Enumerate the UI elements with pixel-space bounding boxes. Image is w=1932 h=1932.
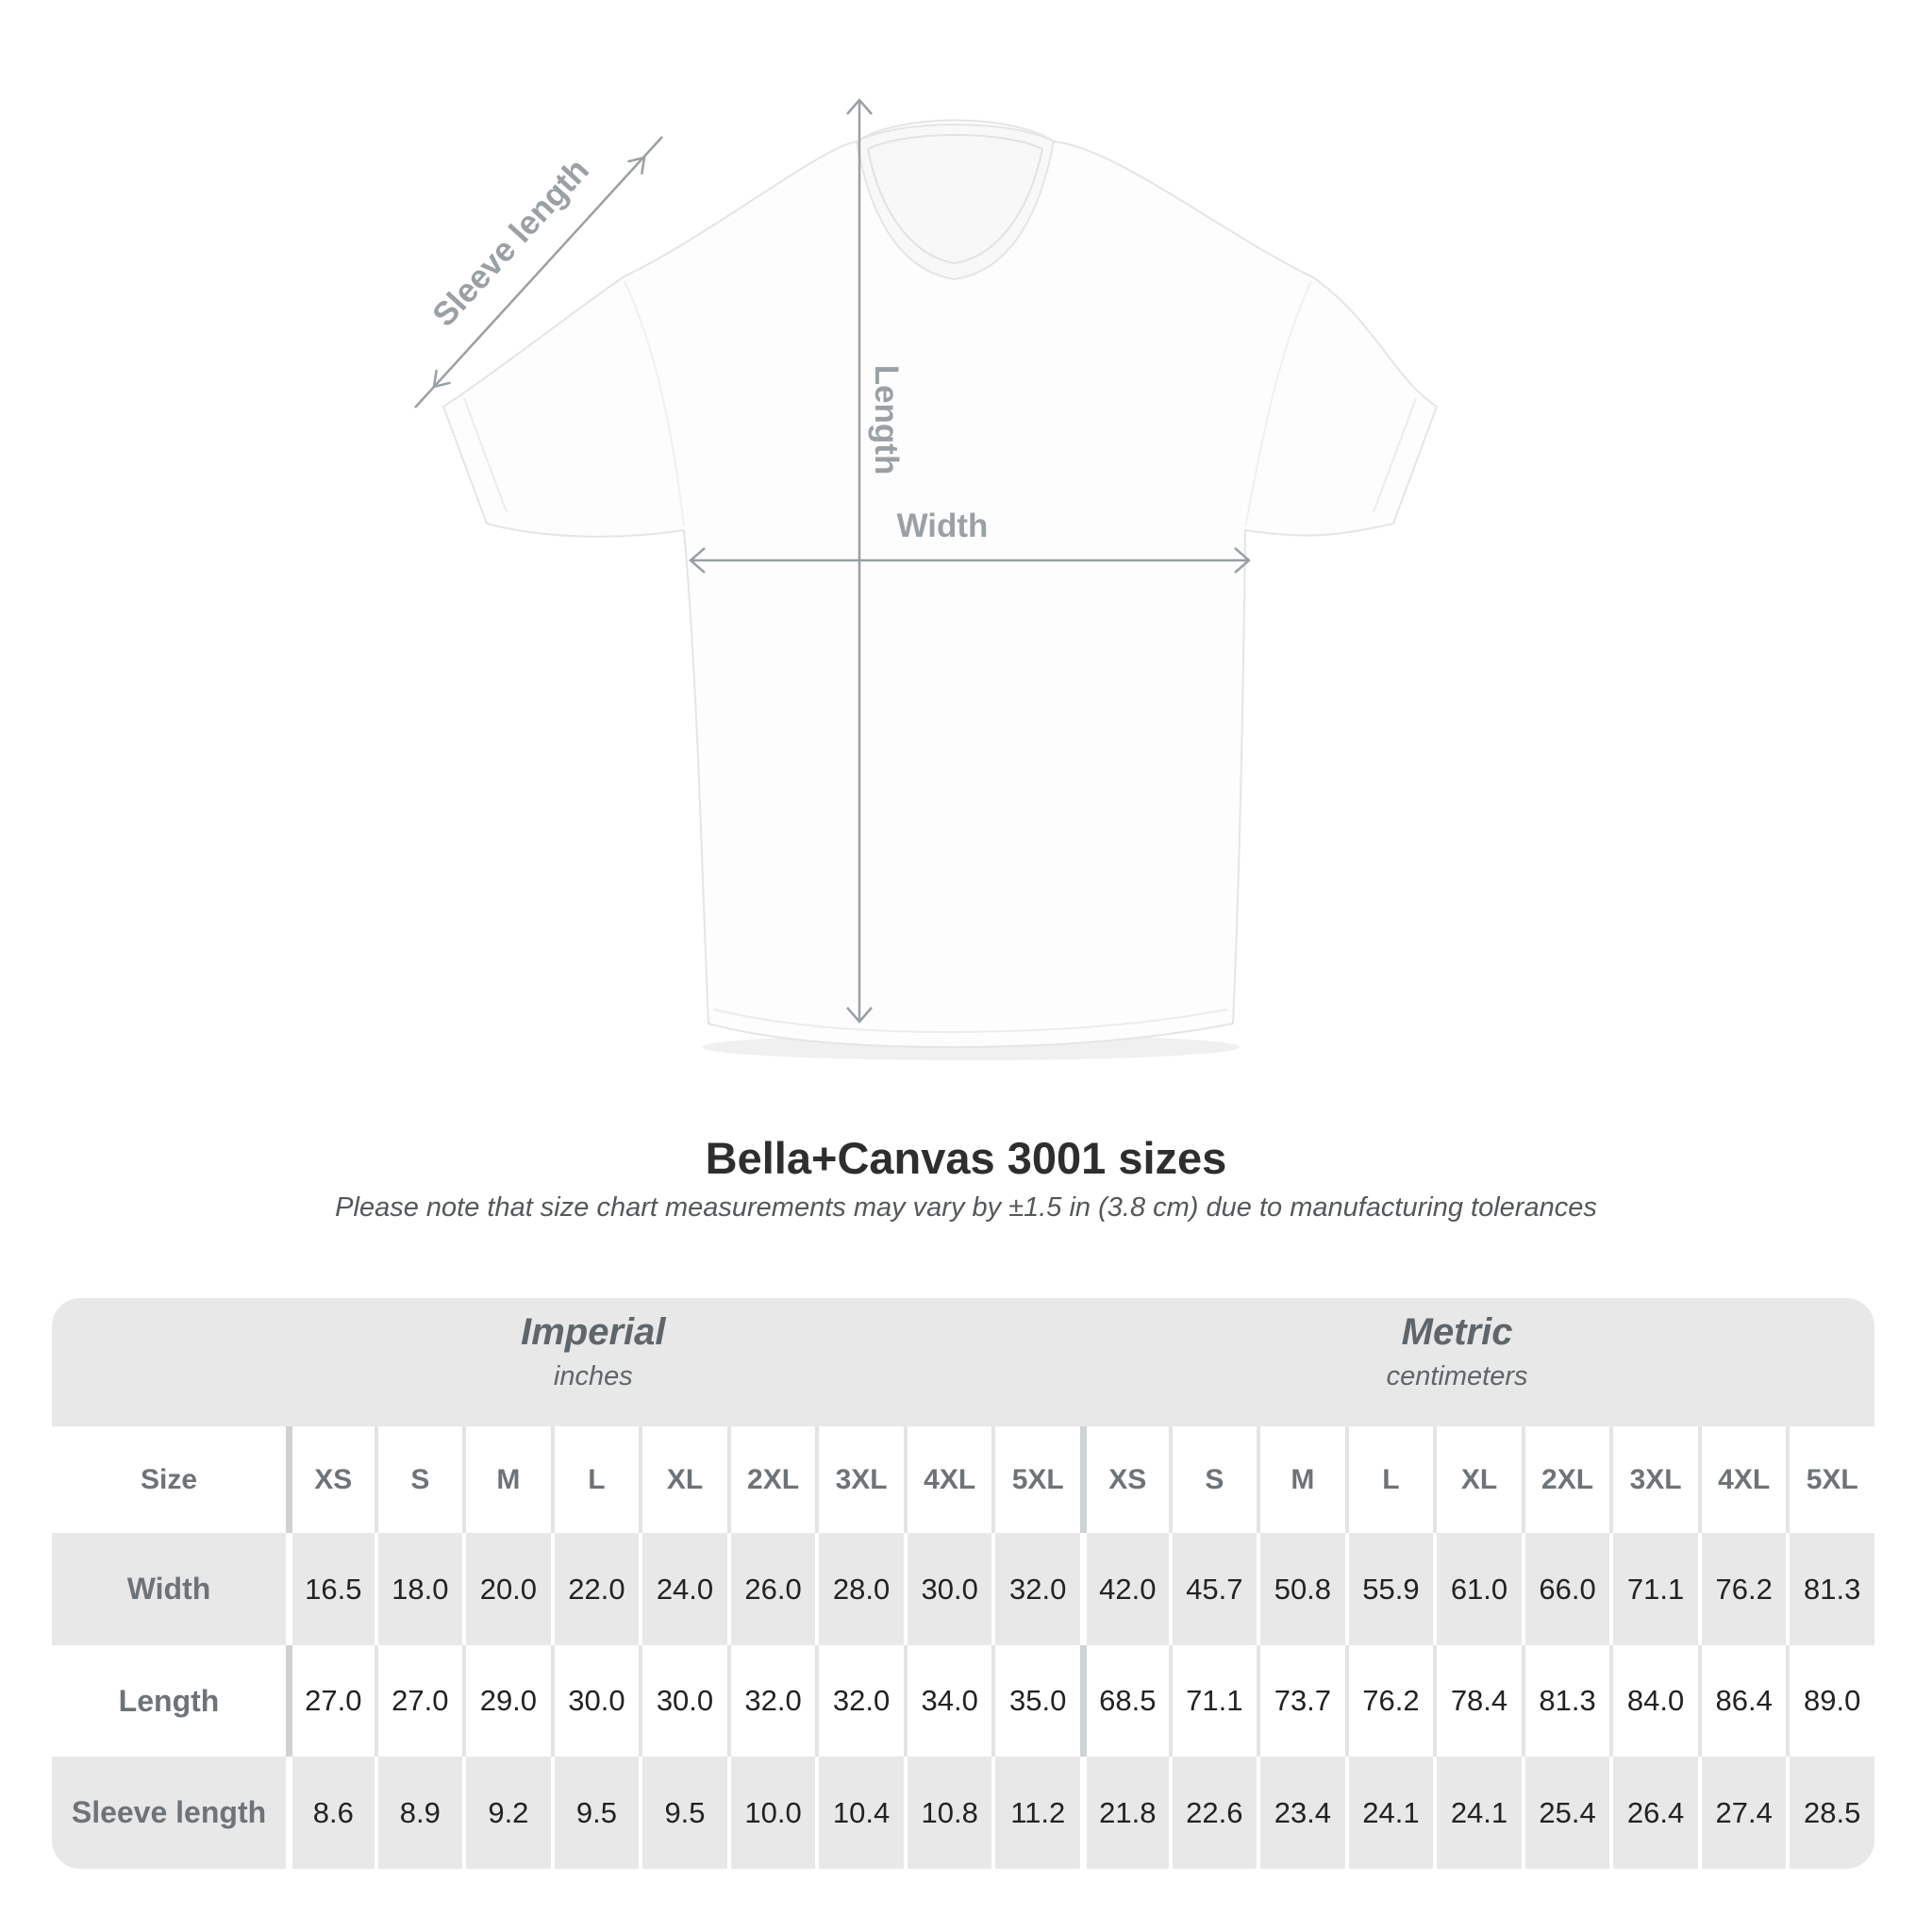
imperial-group-title: Imperial xyxy=(521,1311,666,1353)
unit-group-band xyxy=(52,1298,1874,1426)
value-cell-imperial: 22.0 xyxy=(551,1533,640,1645)
value-cell-imperial: 8.6 xyxy=(286,1757,375,1869)
size-header-imperial-3xl: 3XL xyxy=(815,1426,904,1533)
unit-group-metric xyxy=(1387,1311,1528,1392)
value-cell-metric: 89.0 xyxy=(1786,1645,1874,1757)
size-header-imperial-xs: XS xyxy=(286,1426,375,1533)
value-cell-imperial: 34.0 xyxy=(904,1645,992,1757)
value-cell-metric: 61.0 xyxy=(1433,1533,1522,1645)
value-cell-metric: 86.4 xyxy=(1698,1645,1787,1757)
table-row-width xyxy=(52,1533,1874,1645)
value-cell-imperial: 29.0 xyxy=(462,1645,551,1757)
sleeve-length-label: Sleeve length xyxy=(425,151,596,334)
value-cell-imperial: 27.0 xyxy=(286,1645,375,1757)
tshirt-graphic xyxy=(377,75,1557,1132)
value-cell-imperial: 10.4 xyxy=(815,1757,904,1869)
value-cell-imperial: 20.0 xyxy=(462,1533,551,1645)
value-cell-imperial: 9.2 xyxy=(462,1757,551,1869)
value-cell-imperial: 35.0 xyxy=(991,1645,1080,1757)
value-cell-imperial: 30.0 xyxy=(904,1533,992,1645)
row-label: Sleeve length xyxy=(71,1795,267,1829)
size-header-imperial-m: M xyxy=(462,1426,551,1533)
value-cell-imperial: 26.0 xyxy=(727,1533,816,1645)
value-cell-imperial: 9.5 xyxy=(551,1757,640,1869)
size-header-imperial-l: L xyxy=(551,1426,640,1533)
size-header-metric-5xl: 5XL xyxy=(1786,1426,1874,1533)
imperial-group-unit: inches xyxy=(553,1361,633,1391)
value-cell-metric: 76.2 xyxy=(1345,1645,1434,1757)
value-cell-metric: 68.5 xyxy=(1080,1645,1169,1757)
value-cell-metric: 24.1 xyxy=(1345,1757,1434,1869)
row-label: Width xyxy=(126,1572,211,1606)
value-cell-metric: 26.4 xyxy=(1609,1757,1698,1869)
value-cell-imperial: 30.0 xyxy=(639,1645,727,1757)
value-cell-imperial: 27.0 xyxy=(375,1645,463,1757)
size-table-rows xyxy=(52,1426,1874,1869)
value-cell-metric: 22.6 xyxy=(1169,1757,1257,1869)
value-cell-metric: 55.9 xyxy=(1345,1533,1434,1645)
page-title: Bella+Canvas 3001 sizes xyxy=(705,1133,1227,1183)
value-cell-imperial: 8.9 xyxy=(375,1757,463,1869)
size-column-header: Size xyxy=(140,1463,198,1495)
width-label: Width xyxy=(896,508,989,544)
value-cell-imperial: 24.0 xyxy=(639,1533,727,1645)
value-cell-imperial: 28.0 xyxy=(815,1533,904,1645)
value-cell-metric: 25.4 xyxy=(1522,1757,1610,1869)
size-table xyxy=(52,1298,1874,1869)
page-subtitle: Please note that size chart measurements may vary by ±1.5 in (3.8 cm) due to manufacturing tolerances xyxy=(335,1192,1597,1223)
size-header-imperial-4xl: 4XL xyxy=(904,1426,992,1533)
value-cell-metric: 81.3 xyxy=(1522,1645,1610,1757)
value-cell-imperial: 9.5 xyxy=(639,1757,727,1869)
value-cell-metric: 84.0 xyxy=(1609,1645,1698,1757)
value-cell-imperial: 32.0 xyxy=(991,1533,1080,1645)
value-cell-metric: 21.8 xyxy=(1080,1757,1169,1869)
value-cell-imperial: 18.0 xyxy=(375,1533,463,1645)
value-cell-imperial: 16.5 xyxy=(286,1533,375,1645)
value-cell-metric: 71.1 xyxy=(1609,1533,1698,1645)
tshirt-measurement-diagram xyxy=(377,75,1557,1132)
value-cell-metric: 50.8 xyxy=(1257,1533,1345,1645)
value-cell-metric: 76.2 xyxy=(1698,1533,1787,1645)
value-cell-imperial: 32.0 xyxy=(727,1645,816,1757)
unit-group-imperial xyxy=(521,1311,665,1392)
value-cell-metric: 66.0 xyxy=(1522,1533,1610,1645)
value-cell-metric: 81.3 xyxy=(1786,1533,1874,1645)
size-header-imperial-s: S xyxy=(375,1426,463,1533)
table-header-row xyxy=(52,1426,1874,1533)
value-cell-metric: 28.5 xyxy=(1786,1757,1874,1869)
size-header-metric-4xl: 4XL xyxy=(1698,1426,1787,1533)
value-cell-metric: 71.1 xyxy=(1169,1645,1257,1757)
row-label: Length xyxy=(118,1683,220,1718)
table-row-length xyxy=(52,1645,1874,1757)
value-cell-imperial: 11.2 xyxy=(991,1757,1080,1869)
value-cell-metric: 73.7 xyxy=(1257,1645,1345,1757)
value-cell-imperial: 32.0 xyxy=(815,1645,904,1757)
value-cell-metric: 24.1 xyxy=(1433,1757,1522,1869)
value-cell-metric: 78.4 xyxy=(1433,1645,1522,1757)
value-cell-metric: 42.0 xyxy=(1080,1533,1169,1645)
value-cell-imperial: 10.8 xyxy=(904,1757,992,1869)
size-header-imperial-2xl: 2XL xyxy=(727,1426,816,1533)
size-header-metric-xs: XS xyxy=(1080,1426,1169,1533)
size-header-imperial-xl: XL xyxy=(639,1426,727,1533)
table-row-sleeve-length xyxy=(52,1757,1874,1869)
length-label: Length xyxy=(868,364,905,475)
metric-group-title: Metric xyxy=(1401,1311,1513,1353)
size-header-metric-s: S xyxy=(1169,1426,1257,1533)
value-cell-imperial: 30.0 xyxy=(551,1645,640,1757)
value-cell-imperial: 10.0 xyxy=(727,1757,816,1869)
metric-group-unit: centimeters xyxy=(1386,1361,1528,1391)
size-header-metric-3xl: 3XL xyxy=(1609,1426,1698,1533)
size-header-metric-xl: XL xyxy=(1433,1426,1522,1533)
value-cell-metric: 23.4 xyxy=(1257,1757,1345,1869)
size-header-metric-m: M xyxy=(1257,1426,1345,1533)
value-cell-metric: 45.7 xyxy=(1169,1533,1257,1645)
size-header-metric-2xl: 2XL xyxy=(1522,1426,1610,1533)
size-header-metric-l: L xyxy=(1345,1426,1434,1533)
size-header-imperial-5xl: 5XL xyxy=(991,1426,1080,1533)
value-cell-metric: 27.4 xyxy=(1698,1757,1787,1869)
